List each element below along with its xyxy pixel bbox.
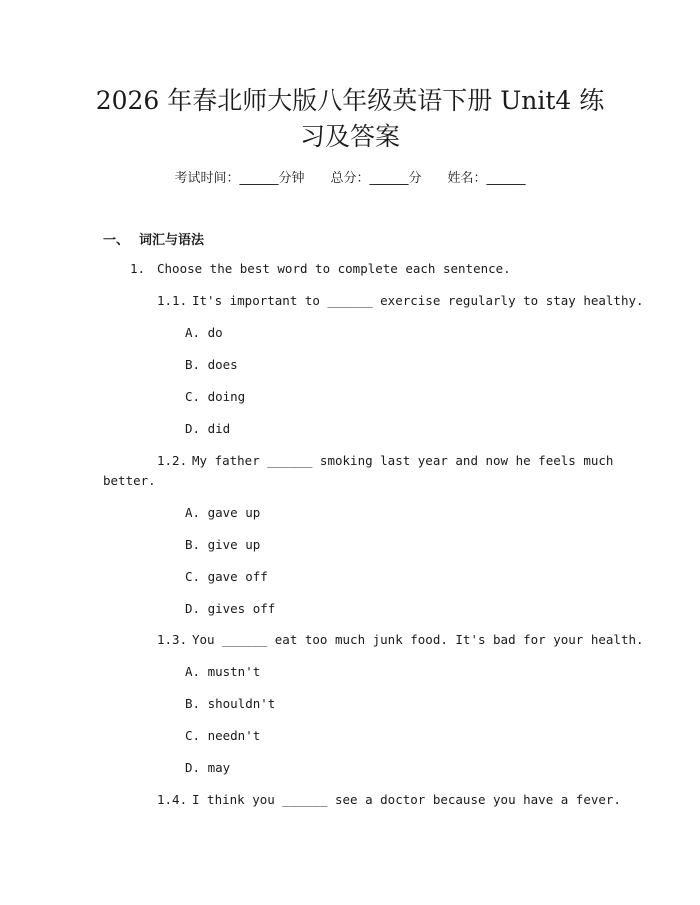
exam-name-field: 姓名：______ bbox=[447, 171, 526, 186]
question-number: 1.2. bbox=[157, 453, 188, 468]
option-c: C. needn't bbox=[185, 728, 261, 743]
option-b: B. shouldn't bbox=[185, 696, 276, 711]
option-a: A. gave up bbox=[185, 505, 261, 520]
question-text: It's important to ______ exercise regularly to stay healthy. bbox=[192, 293, 644, 308]
document-title-line2: 习及答案 bbox=[299, 122, 400, 151]
part-instruction: Choose the best word to complete each sentence. bbox=[157, 261, 511, 276]
question-text: You ______ eat too much junk food. It's bad for your health. bbox=[192, 632, 644, 647]
question-text: I think you ______ see a doctor because you have a fever. bbox=[192, 792, 621, 807]
section-number: 一、 bbox=[103, 233, 130, 248]
section-title: 词汇与语法 bbox=[139, 233, 205, 248]
option-c: C. gave off bbox=[185, 569, 268, 584]
question-text: My father ______ smoking last year and now he feels much bbox=[192, 453, 614, 468]
document-title-line1: 2026 年春北师大版八年级英语下册 Unit4 练 bbox=[95, 86, 605, 115]
option-b: B. give up bbox=[185, 537, 261, 552]
option-b: B. does bbox=[185, 357, 238, 372]
question-number: 1.3. bbox=[157, 632, 188, 647]
option-c: C. doing bbox=[185, 389, 246, 404]
question-text-continued: better. bbox=[103, 473, 156, 488]
question-number: 1.1. bbox=[157, 293, 188, 308]
option-a: A. mustn't bbox=[185, 664, 261, 679]
exam-score-field: 总分：______分 bbox=[330, 171, 422, 186]
exam-info bbox=[0, 167, 700, 186]
part-number: 1. bbox=[130, 261, 146, 276]
option-d: D. may bbox=[185, 760, 231, 775]
option-a: A. do bbox=[185, 325, 223, 340]
section-heading bbox=[103, 229, 204, 248]
exam-time-field: 考试时间：______分钟 bbox=[174, 171, 305, 186]
question-number: 1.4. bbox=[157, 792, 188, 807]
option-d: D. gives off bbox=[185, 601, 276, 616]
option-d: D. did bbox=[185, 421, 231, 436]
